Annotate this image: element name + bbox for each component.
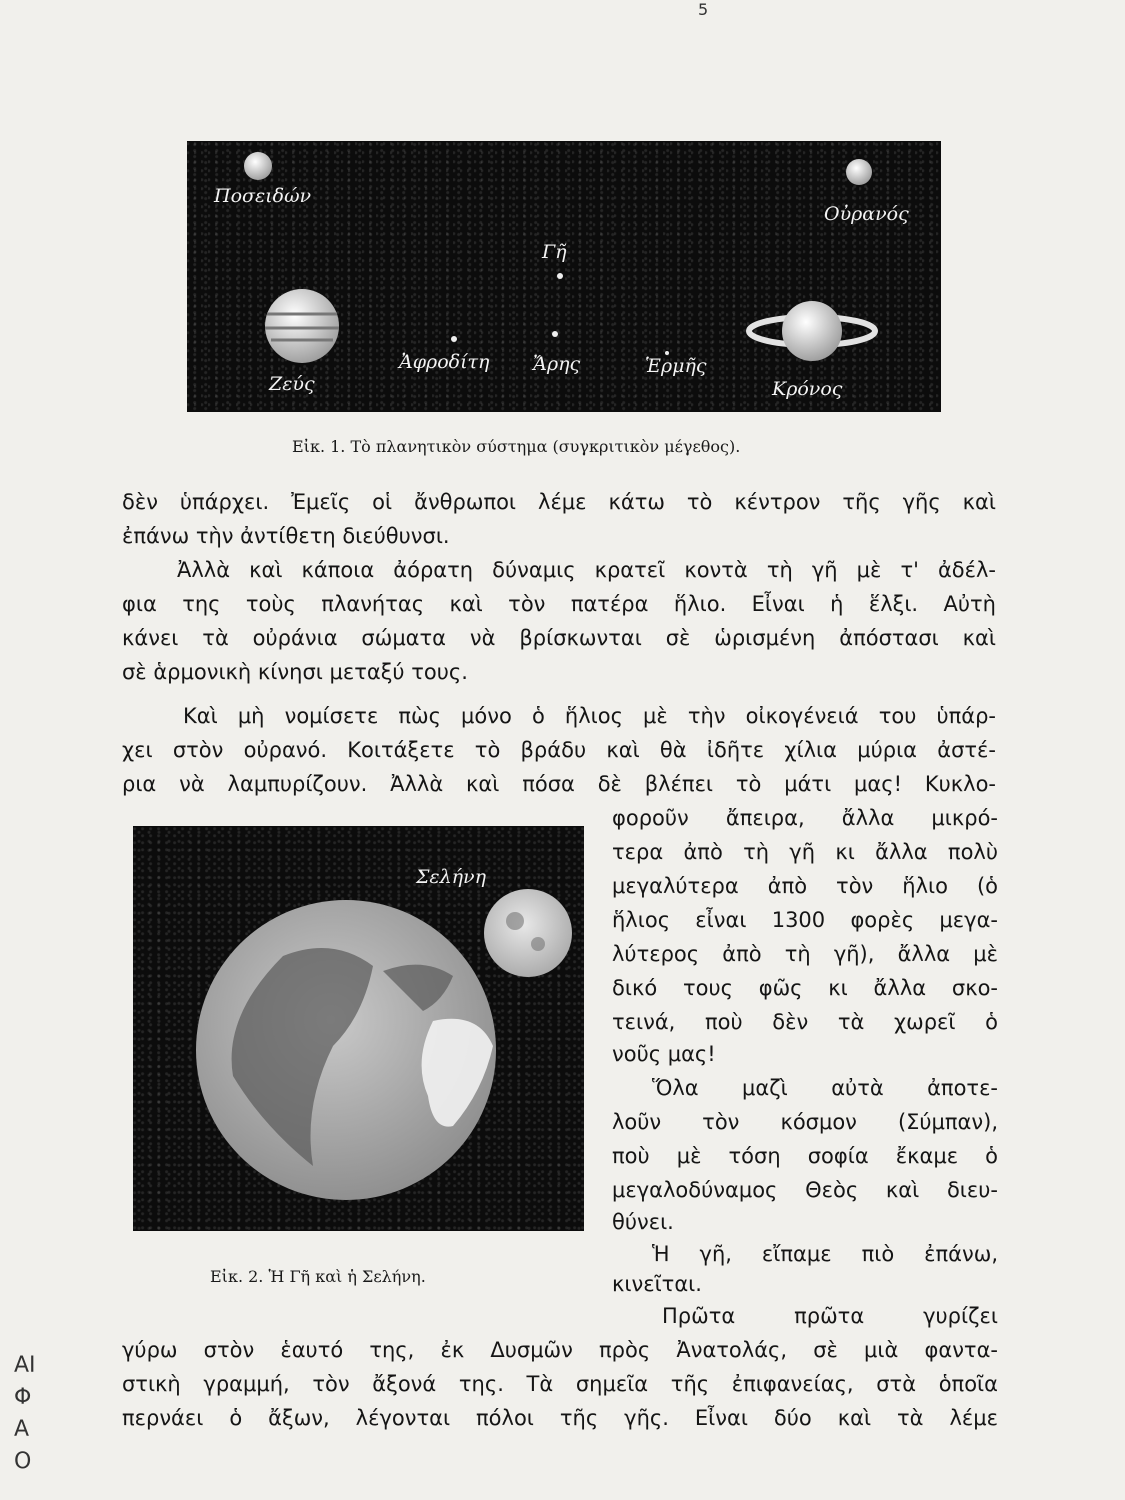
label-gi: Γῆ — [542, 241, 567, 263]
text-line: τερα ἀπὸ τὴ γῆ κι ἄλλα πολὺ — [612, 840, 998, 864]
text-line: ἐπάνω τὴν ἀντίθετη διεύθυνσι. — [122, 524, 450, 548]
label-uranos: Οὐρανός — [824, 203, 909, 225]
moon-globe — [484, 889, 572, 977]
text-line: λύτερος ἀπὸ τὴ γῆ), ἄλλα μὲ — [612, 942, 998, 966]
text-line: Καὶ μὴ νομίσετε πὼς μόνο ὁ ἥλιος μὲ τὴν οἰκογένειά του ὑπάρ- — [183, 704, 996, 728]
text-line: στικὴ γραμμή, τὸν ἄξονά της. Τὰ σημεῖα τῆς ἐπιφανείας, στὰ ὁποῖα — [122, 1372, 998, 1396]
text-line: γύρω στὸν ἑαυτό της, ἐκ Δυσμῶν πρὸς Ἀνατολάς, σὲ μιὰ φαντα- — [122, 1338, 998, 1362]
label-aris: Ἄρης — [533, 353, 581, 375]
earth-planet — [557, 273, 563, 279]
label-selini: Σελήνη — [416, 866, 486, 888]
neptune-planet — [244, 152, 272, 180]
earth-moon-illustration — [133, 826, 584, 1231]
uranus-planet — [846, 159, 872, 185]
mars-planet — [552, 331, 558, 337]
earth-moon-figure — [133, 826, 584, 1231]
jupiter-planet — [265, 289, 339, 363]
label-afroditi: Ἀφροδίτη — [399, 351, 490, 373]
text-line: Ὅλα μαζὶ αὐτὰ ἀποτε- — [652, 1076, 998, 1100]
text-line: κινεῖται. — [612, 1272, 702, 1296]
label-ermis: Ἑρμῆς — [645, 355, 707, 377]
text-line: φοροῦν ἄπειρα, ἄλλα μικρό- — [612, 806, 998, 830]
text-line: χει στὸν οὐρανό. Κοιτάξετε τὸ βράδυ καὶ θὰ ἰδῆτε χίλια μύρια ἀστέ- — [122, 738, 996, 762]
text-line: δικό τους φῶς κι ἄλλα σκο- — [612, 976, 998, 1000]
saturn-planet — [782, 301, 842, 361]
text-line: μεγαλύτερα ἀπὸ τὸν ἥλιο (ὁ — [612, 874, 998, 898]
text-line: λοῦν τὸν κόσμον (Σύμπαν), — [612, 1110, 998, 1134]
text-line: περνάει ὁ ἄξων, λέγονται πόλοι τῆς γῆς. Εἶναι δύο καὶ τὰ λέμε — [122, 1406, 998, 1430]
text-line: ποὺ μὲ τόση σοφία ἔκαμε ὁ — [612, 1144, 998, 1168]
text-line: ρια νὰ λαμπυρίζουν. Ἀλλὰ καὶ πόσα δὲ βλέπει τὸ μάτι μας! Κυκλο- — [122, 772, 996, 796]
moon-crater — [531, 937, 545, 951]
label-poseidon: Ποσειδών — [214, 185, 312, 207]
venus-planet — [451, 336, 457, 342]
figure2-caption: Εἰκ. 2. Ἡ Γῆ καὶ ἡ Σελήνη. — [210, 1267, 426, 1286]
label-zeus: Ζεύς — [269, 373, 315, 395]
text-line: σὲ ἁρμονικὴ κίνησι μεταξύ τους. — [122, 660, 468, 684]
text-line: φια της τοὺς πλανήτας καὶ τὸν πατέρα ἥλιο. Εἶναι ἡ ἕλξι. Αὐτὴ — [122, 592, 996, 616]
label-kronos: Κρόνος — [772, 378, 843, 400]
text-line: κάνει τὰ οὐράνια σώματα νὰ βρίσκωνται σὲ ὡρισμένη ἀπόστασι καὶ — [122, 626, 996, 650]
text-line: ἥλιος εἶναι 1300 φορὲς μεγα- — [612, 908, 998, 932]
text-line: νοῦς μας! — [612, 1042, 716, 1066]
text-line: θύνει. — [612, 1210, 674, 1234]
text-line: μεγαλοδύναμος Θεὸς καὶ διευ- — [612, 1178, 998, 1202]
page-number-mark: 5 — [698, 0, 709, 19]
text-line: τεινά, ποὺ δὲν τὰ χωρεῖ ὁ — [612, 1010, 998, 1034]
planetary-system-figure — [187, 141, 941, 412]
text-line: Πρῶτα πρῶτα γυρίζει — [662, 1304, 998, 1328]
moon-crater — [506, 912, 524, 930]
figure1-caption: Εἰκ. 1. Τὸ πλανητικὸν σύστημα (συγκριτικὸν μέγεθος). — [292, 437, 741, 456]
text-line: δὲν ὑπάρχει. Ἐμεῖς οἱ ἄνθρωποι λέμε κάτω τὸ κέντρον τῆς γῆς καὶ — [122, 490, 996, 514]
margin-side-text: ΑΙΦΑΟ — [14, 1353, 36, 1474]
text-line: Ἡ γῆ, εἴπαμε πιὸ ἐπάνω, — [652, 1242, 998, 1266]
text-line: Ἀλλὰ καὶ κάποια ἀόρατη δύναμις κρατεῖ κοντὰ τὴ γῆ μὲ τ' ἀδέλ- — [177, 558, 996, 582]
